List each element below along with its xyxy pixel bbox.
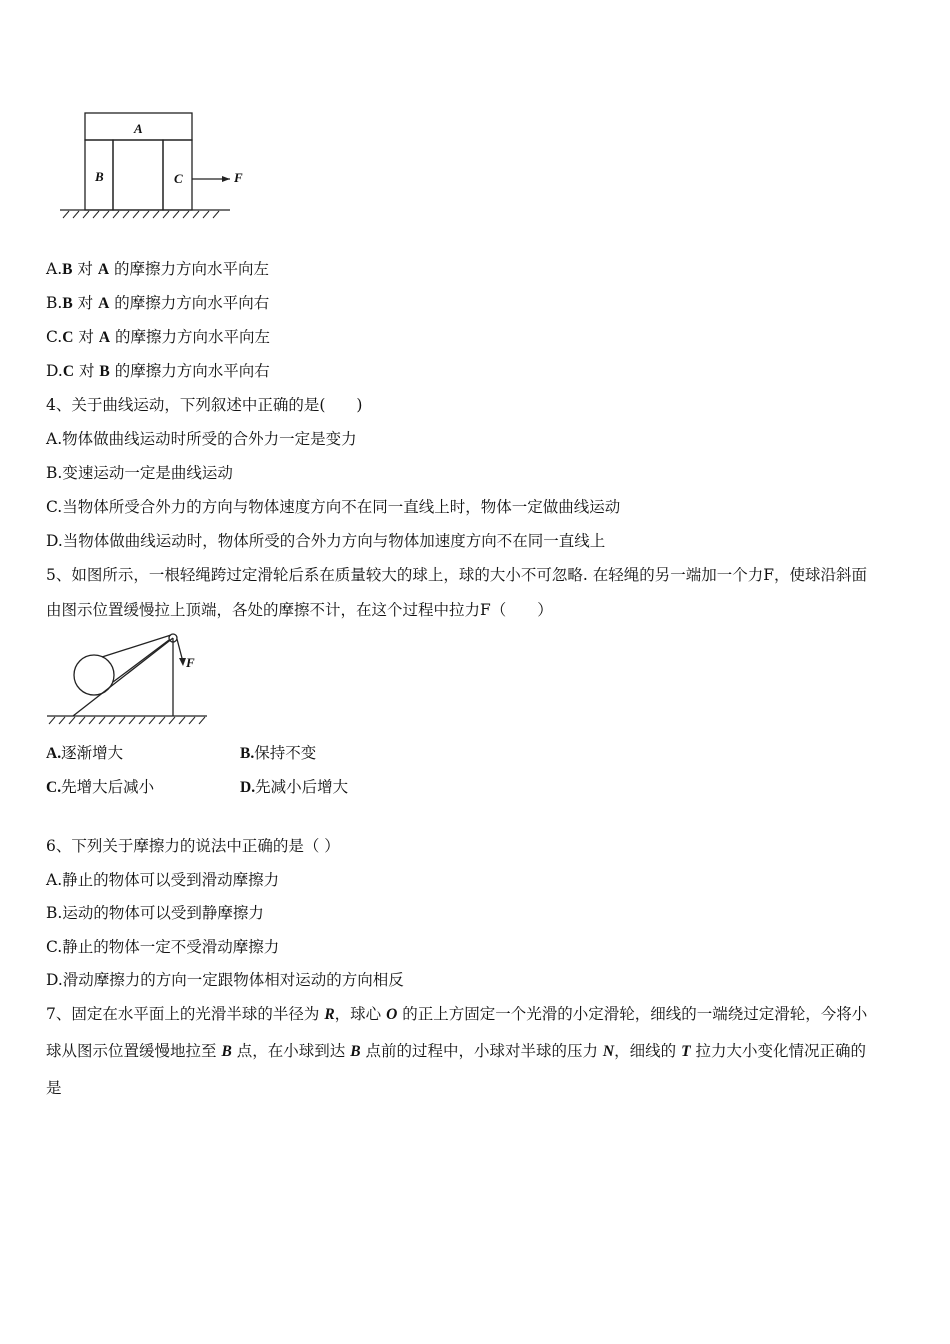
q3-option-a: A.B 对 A 的摩擦力方向水平向左 — [46, 260, 270, 278]
q4-option-d: D.当物体做曲线运动时，物体所受的合外力方向与物体加速度方向不在同一直线上 — [46, 532, 606, 550]
q6-stem: 6、下列关于摩擦力的说法中正确的是（ ） — [46, 837, 340, 855]
q6-option-c: C.静止的物体一定不受滑动摩擦力 — [46, 938, 280, 956]
q4-option-c: C.当物体所受合外力的方向与物体速度方向不在同一直线上时，物体一定做曲线运动 — [46, 498, 621, 516]
q3-option-d: D.C 对 B 的摩擦力方向水平向右 — [46, 362, 270, 380]
q4-stem: 4、关于曲线运动，下列叙述中正确的是( ) — [46, 396, 363, 414]
q4-option-b: B.变速运动一定是曲线运动 — [46, 464, 233, 482]
q3-option-b: B.B 对 A 的摩擦力方向水平向右 — [46, 294, 270, 312]
q7-stem-line2: 球从图示位置缓慢地拉至 B 点，在小球到达 B 点前的过程中，小球对半球的压力 N，细线的 T 拉力大小变化情况正确的 — [46, 1042, 866, 1060]
q7-stem-line1: 7、固定在水平面上的光滑半球的半径为 R，球心 O 的正上方固定一个光滑的小定滑轮，细线的一端绕过定滑轮，今将小 — [46, 1005, 868, 1023]
q6-option-d: D.滑动摩擦力的方向一定跟物体相对运动的方向相反 — [46, 971, 404, 989]
q5-stem-line2: 由图示位置缓慢拉上顶端，各处的摩擦不计，在这个过程中拉力F（ ） — [46, 601, 553, 619]
pulley-force-label: F — [186, 655, 195, 670]
q7-stem-line3: 是 — [46, 1079, 62, 1097]
block-a-label: A — [134, 121, 143, 136]
q5-option-c: C.先增大后减小 — [46, 778, 155, 796]
block-b-label: B — [95, 169, 104, 184]
q3-option-c: C.C 对 A 的摩擦力方向水平向左 — [46, 328, 270, 346]
q4-option-a: A.物体做曲线运动时所受的合外力一定是变力 — [46, 430, 357, 448]
q5-option-b: B.保持不变 — [240, 744, 317, 762]
q5-option-a: A.逐渐增大 — [46, 744, 124, 762]
force-f-label: F — [234, 170, 243, 185]
q6-option-b: B.运动的物体可以受到静摩擦力 — [46, 904, 264, 922]
q5-option-d: D.先减小后增大 — [240, 778, 349, 796]
incline-pulley-figure — [45, 630, 215, 730]
blocks-figure — [55, 105, 255, 220]
q5-stem-line1: 5、如图所示，一根轻绳跨过定滑轮后系在质量较大的球上，球的大小不可忽略. 在轻绳的另一端加一个力F，使球沿斜面 — [46, 566, 867, 584]
block-c-label: C — [174, 171, 183, 186]
q6-option-a: A.静止的物体可以受到滑动摩擦力 — [46, 871, 280, 889]
